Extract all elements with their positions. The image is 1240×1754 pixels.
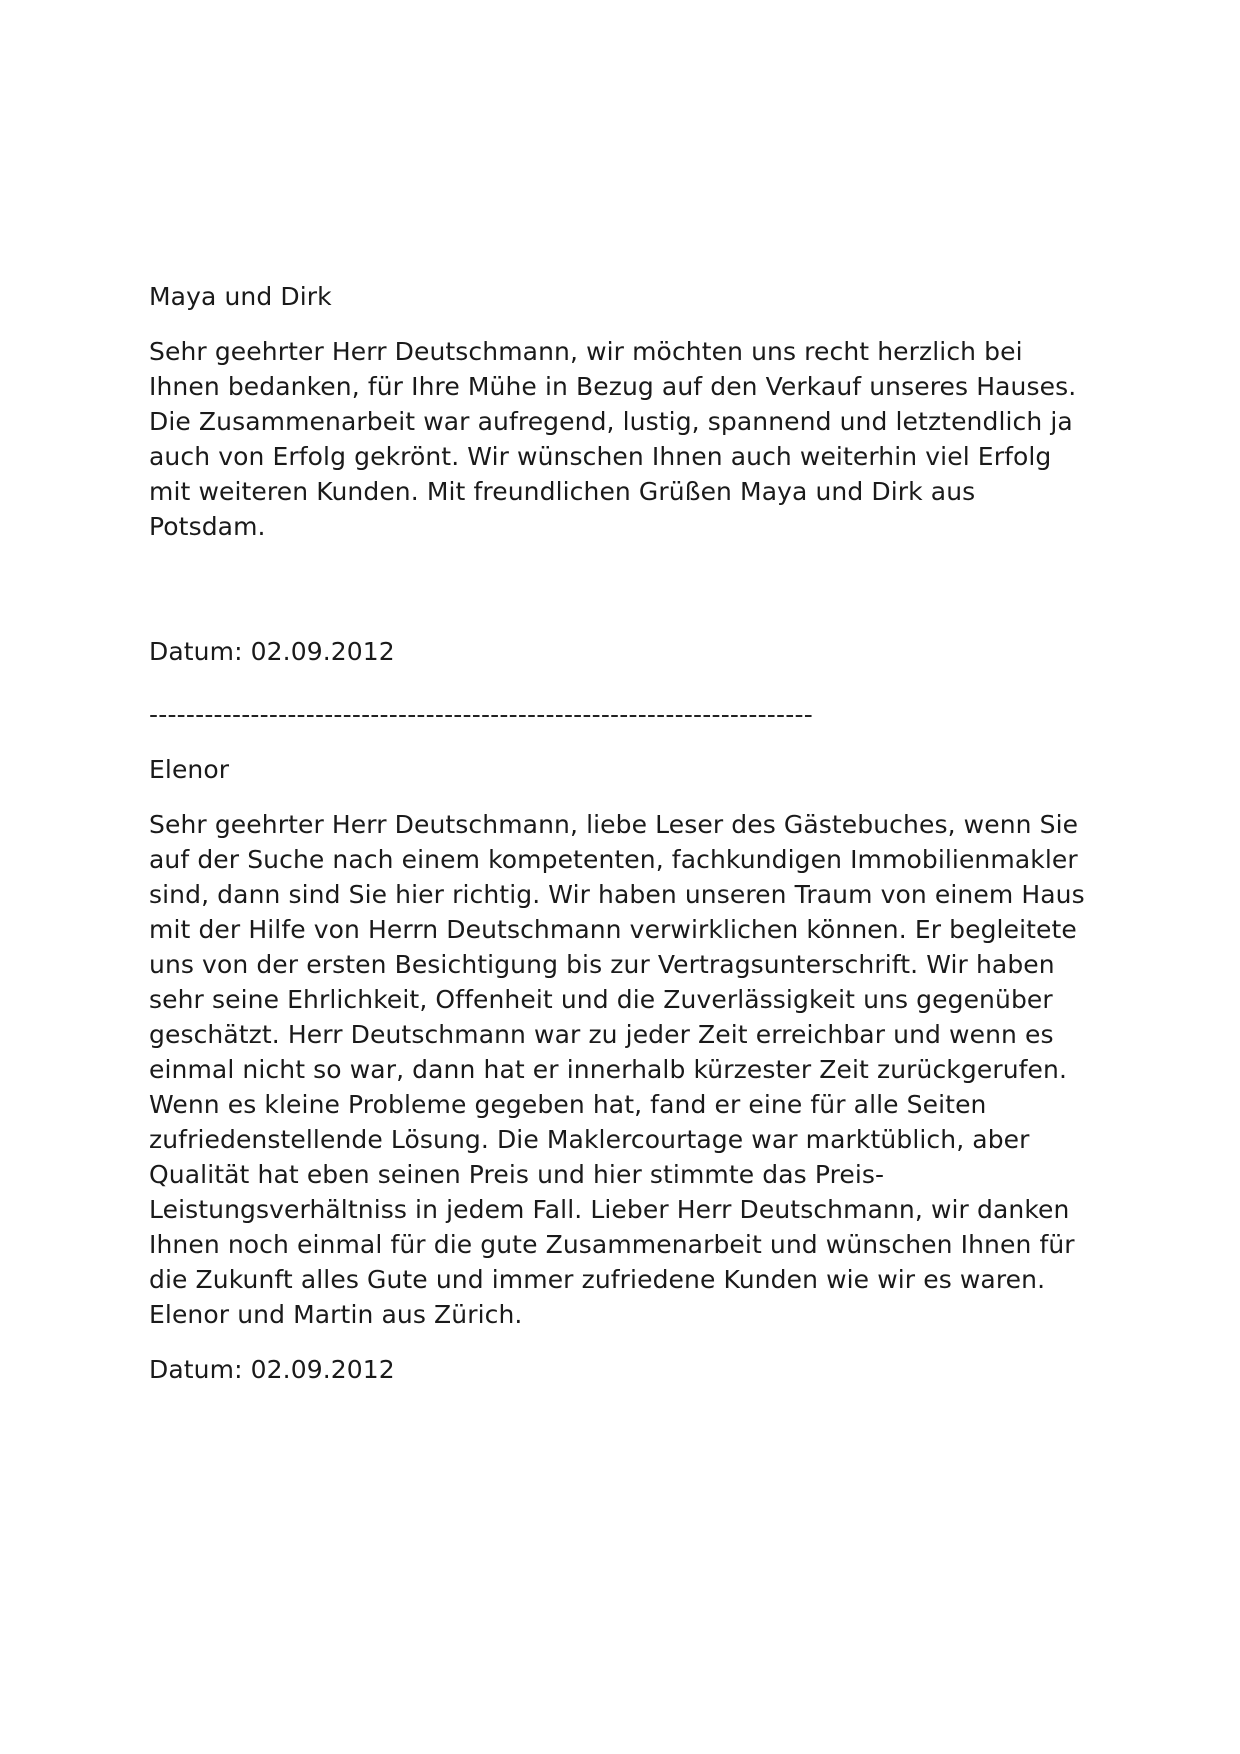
entry-author: Elenor — [149, 755, 230, 784]
entry-date: Datum: 02.09.2012 — [149, 1355, 395, 1384]
entry-date: Datum: 02.09.2012 — [149, 637, 395, 666]
entry-text-line: sehr seine Ehrlichkeit, Offenheit und die Zuverlässigkeit uns gegenüber — [149, 985, 1053, 1014]
entry-text-line: Ihnen noch einmal für die gute Zusammenarbeit und wünschen Ihnen für — [149, 1230, 1075, 1259]
entry-text-line: einmal nicht so war, dann hat er innerhalb kürzester Zeit zurückgerufen. — [149, 1055, 1068, 1084]
entry-text-line: Sehr geehrter Herr Deutschmann, liebe Leser des Gästebuches, wenn Sie — [149, 810, 1079, 839]
entry-text-line: Ihnen bedanken, für Ihre Mühe in Bezug auf den Verkauf unseres Hauses. — [149, 372, 1077, 401]
entry-separator: ------------------------------------------------------------------------ — [149, 700, 813, 729]
entry-text-line: sind, dann sind Sie hier richtig. Wir haben unseren Traum von einem Haus — [149, 880, 1085, 909]
entry-text-line: geschätzt. Herr Deutschmann war zu jeder Zeit erreichbar und wenn es — [149, 1020, 1054, 1049]
entry-text-line: auf der Suche nach einem kompetenten, fachkundigen Immobilienmakler — [149, 845, 1078, 874]
entry-text-line: uns von der ersten Besichtigung bis zur Vertragsunterschrift. Wir haben — [149, 950, 1055, 979]
entry-author: Maya und Dirk — [149, 282, 332, 311]
entry-text-line: Leistungsverhältniss in jedem Fall. Lieber Herr Deutschmann, wir danken — [149, 1195, 1070, 1224]
entry-text-line: mit der Hilfe von Herrn Deutschmann verwirklichen können. Er begleitete — [149, 915, 1077, 944]
entry-text-line: die Zukunft alles Gute und immer zufriedene Kunden wie wir es waren. — [149, 1265, 1046, 1294]
entry-text-line: mit weiteren Kunden. Mit freundlichen Grüßen Maya und Dirk aus — [149, 477, 976, 506]
entry-text-line: Qualität hat eben seinen Preis und hier stimmte das Preis- — [149, 1160, 885, 1189]
entry-text-line: auch von Erfolg gekrönt. Wir wünschen Ihnen auch weiterhin viel Erfolg — [149, 442, 1052, 471]
entry-text-line: Wenn es kleine Probleme gegeben hat, fand er eine für alle Seiten — [149, 1090, 987, 1119]
entry-text-line: Die Zusammenarbeit war aufregend, lustig, spannend und letztendlich ja — [149, 407, 1073, 436]
entry-text-line: Sehr geehrter Herr Deutschmann, wir möchten uns recht herzlich bei — [149, 337, 1023, 366]
entry-text-line: Potsdam. — [149, 512, 266, 541]
entry-text-line: Elenor und Martin aus Zürich. — [149, 1300, 523, 1329]
entry-text-line: zufriedenstellende Lösung. Die Maklercourtage war marktüblich, aber — [149, 1125, 1030, 1154]
